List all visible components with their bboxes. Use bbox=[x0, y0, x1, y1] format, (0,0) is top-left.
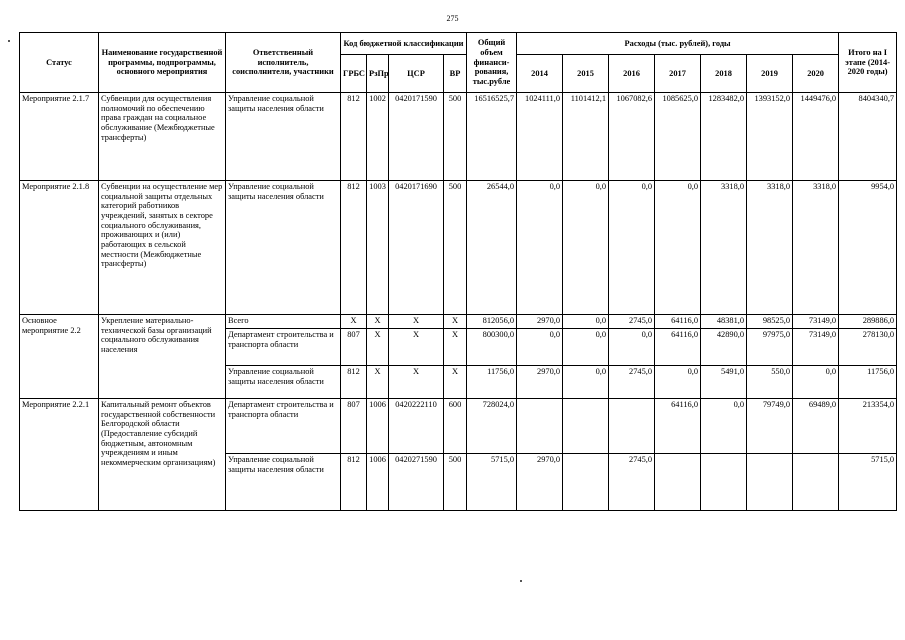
year-cell: 0,0 bbox=[563, 329, 609, 366]
year-cell bbox=[701, 454, 747, 511]
year-cell: 0,0 bbox=[563, 181, 609, 315]
status-cell: Мероприятие 2.1.8 bbox=[20, 181, 99, 315]
header-total-stage: Итого на I этапе (2014-2020 годы) bbox=[839, 33, 897, 93]
budget-table bbox=[19, 32, 897, 511]
year-cell: 2745,0 bbox=[609, 454, 655, 511]
table-row bbox=[20, 315, 897, 329]
responsible-cell: Департамент строительства и транспорта области bbox=[226, 329, 341, 366]
stage-total-cell: 11756,0 bbox=[839, 366, 897, 399]
year-cell: 3318,0 bbox=[747, 181, 793, 315]
csr-cell: 0420171690 bbox=[389, 181, 444, 315]
grbs-cell: 812 bbox=[341, 93, 367, 181]
header-csr: ЦСР bbox=[389, 55, 444, 93]
total-cell: 812056,0 bbox=[467, 315, 517, 329]
year-cell: 3318,0 bbox=[793, 181, 839, 315]
year-cell: 0,0 bbox=[517, 181, 563, 315]
total-cell: 16516525,7 bbox=[467, 93, 517, 181]
csr-cell: Х bbox=[389, 329, 444, 366]
year-cell: 1024111,0 bbox=[517, 93, 563, 181]
year-cell: 0,0 bbox=[655, 181, 701, 315]
name-cell: Укрепление материально-технической базы организаций социального обслуживания населения bbox=[99, 315, 226, 399]
year-cell: 2745,0 bbox=[609, 366, 655, 399]
year-cell: 98525,0 bbox=[747, 315, 793, 329]
grbs-cell: 812 bbox=[341, 366, 367, 399]
vr-cell: 500 bbox=[444, 181, 467, 315]
vr-cell: Х bbox=[444, 315, 467, 329]
year-cell: 550,0 bbox=[747, 366, 793, 399]
year-cell: 3318,0 bbox=[701, 181, 747, 315]
stage-total-cell: 9954,0 bbox=[839, 181, 897, 315]
vr-cell: 600 bbox=[444, 399, 467, 454]
csr-cell: 0420171590 bbox=[389, 93, 444, 181]
stage-total-cell: 8404340,7 bbox=[839, 93, 897, 181]
header-year: 2016 bbox=[609, 55, 655, 93]
year-cell: 64116,0 bbox=[655, 329, 701, 366]
vr-cell: Х bbox=[444, 329, 467, 366]
stage-total-cell: 213354,0 bbox=[839, 399, 897, 454]
scan-speck bbox=[520, 580, 522, 582]
header-year: 2019 bbox=[747, 55, 793, 93]
year-cell: 1085625,0 bbox=[655, 93, 701, 181]
year-cell bbox=[747, 454, 793, 511]
responsible-cell: Управление социальной защиты населения области bbox=[226, 181, 341, 315]
header-year: 2018 bbox=[701, 55, 747, 93]
header-budget-code: Код бюджетной классификации bbox=[341, 33, 467, 55]
year-cell: 2745,0 bbox=[609, 315, 655, 329]
header-responsible: Ответственный исполнитель, соисполнители, участники bbox=[226, 33, 341, 93]
grbs-cell: 812 bbox=[341, 454, 367, 511]
header-total-volume: Общий объем финанси-рования, тыс.рубле bbox=[467, 33, 517, 93]
rzpr-cell: Х bbox=[367, 366, 389, 399]
header-year: 2014 bbox=[517, 55, 563, 93]
vr-cell: 500 bbox=[444, 454, 467, 511]
header-program-name: Наименование государственной программы, подпрограммы, основного мероприятия bbox=[99, 33, 226, 93]
year-cell bbox=[563, 454, 609, 511]
table-row bbox=[20, 399, 897, 454]
csr-cell: 0420271590 bbox=[389, 454, 444, 511]
year-cell: 0,0 bbox=[563, 315, 609, 329]
header-rzpr: РзПр bbox=[367, 55, 389, 93]
year-cell: 48381,0 bbox=[701, 315, 747, 329]
year-cell: 64116,0 bbox=[655, 315, 701, 329]
year-cell: 2970,0 bbox=[517, 315, 563, 329]
year-cell: 64116,0 bbox=[655, 399, 701, 454]
total-cell: 728024,0 bbox=[467, 399, 517, 454]
responsible-cell: Всего bbox=[226, 315, 341, 329]
rzpr-cell: 1002 bbox=[367, 93, 389, 181]
name-cell: Субвенции для осуществления полномочий по обеспечению права граждан на социальное обслуживание (Межбюджетные трансферты) bbox=[99, 93, 226, 181]
total-cell: 5715,0 bbox=[467, 454, 517, 511]
csr-cell: Х bbox=[389, 315, 444, 329]
stage-total-cell: 278130,0 bbox=[839, 329, 897, 366]
name-cell: Капитальный ремонт объектов государственной собственности Белгородской области (Предоставление субсидий бюджетным, автономным учреждениям и иным некоммерческим организациям) bbox=[99, 399, 226, 511]
table-row bbox=[20, 93, 897, 181]
header-year: 2020 bbox=[793, 55, 839, 93]
year-cell: 0,0 bbox=[563, 366, 609, 399]
responsible-cell: Управление социальной защиты населения области bbox=[226, 93, 341, 181]
page-number: 275 bbox=[446, 14, 459, 23]
year-cell: 0,0 bbox=[701, 399, 747, 454]
csr-cell: 0420222110 bbox=[389, 399, 444, 454]
total-cell: 26544,0 bbox=[467, 181, 517, 315]
year-cell: 5491,0 bbox=[701, 366, 747, 399]
rzpr-cell: Х bbox=[367, 315, 389, 329]
status-cell: Основное мероприятие 2.2 bbox=[20, 315, 99, 399]
header-vr: ВР bbox=[444, 55, 467, 93]
status-cell: Мероприятие 2.2.1 bbox=[20, 399, 99, 511]
year-cell: 1067082,6 bbox=[609, 93, 655, 181]
grbs-cell: 807 bbox=[341, 399, 367, 454]
year-cell: 73149,0 bbox=[793, 315, 839, 329]
stage-total-cell: 5715,0 bbox=[839, 454, 897, 511]
year-cell: 73149,0 bbox=[793, 329, 839, 366]
year-cell bbox=[655, 454, 701, 511]
year-cell bbox=[563, 399, 609, 454]
scan-speck bbox=[8, 40, 10, 42]
header-status: Статус bbox=[20, 33, 99, 93]
header-year: 2015 bbox=[563, 55, 609, 93]
header-row-1 bbox=[20, 33, 897, 55]
year-cell: 0,0 bbox=[793, 366, 839, 399]
year-cell bbox=[517, 399, 563, 454]
grbs-cell: Х bbox=[341, 315, 367, 329]
year-cell: 2970,0 bbox=[517, 454, 563, 511]
rzpr-cell: 1006 bbox=[367, 454, 389, 511]
status-cell: Мероприятие 2.1.7 bbox=[20, 93, 99, 181]
header-expenses: Расходы (тыс. рублей), годы bbox=[517, 33, 839, 55]
year-cell: 69489,0 bbox=[793, 399, 839, 454]
csr-cell: Х bbox=[389, 366, 444, 399]
total-cell: 800300,0 bbox=[467, 329, 517, 366]
year-cell: 0,0 bbox=[609, 181, 655, 315]
year-cell: 0,0 bbox=[655, 366, 701, 399]
rzpr-cell: 1003 bbox=[367, 181, 389, 315]
year-cell: 0,0 bbox=[609, 329, 655, 366]
total-cell: 11756,0 bbox=[467, 366, 517, 399]
rzpr-cell: Х bbox=[367, 329, 389, 366]
year-cell: 1283482,0 bbox=[701, 93, 747, 181]
grbs-cell: 807 bbox=[341, 329, 367, 366]
vr-cell: 500 bbox=[444, 93, 467, 181]
year-cell: 42890,0 bbox=[701, 329, 747, 366]
header-grbs: ГРБС bbox=[341, 55, 367, 93]
responsible-cell: Департамент строительства и транспорта области bbox=[226, 399, 341, 454]
year-cell: 97975,0 bbox=[747, 329, 793, 366]
table-row bbox=[20, 181, 897, 315]
name-cell: Субвенции на осуществление мер социальной защиты отдельных категорий работников учреждений, занятых в секторе социального обслуживания, проживающих и (или) работающих в сельской местности (Межбюджетные трансферты) bbox=[99, 181, 226, 315]
header-year: 2017 bbox=[655, 55, 701, 93]
year-cell bbox=[609, 399, 655, 454]
year-cell: 2970,0 bbox=[517, 366, 563, 399]
year-cell: 1101412,1 bbox=[563, 93, 609, 181]
vr-cell: Х bbox=[444, 366, 467, 399]
year-cell: 0,0 bbox=[517, 329, 563, 366]
year-cell: 79749,0 bbox=[747, 399, 793, 454]
responsible-cell: Управление социальной защиты населения области bbox=[226, 366, 341, 399]
responsible-cell: Управление социальной защиты населения области bbox=[226, 454, 341, 511]
rzpr-cell: 1006 bbox=[367, 399, 389, 454]
stage-total-cell: 289886,0 bbox=[839, 315, 897, 329]
year-cell: 1393152,0 bbox=[747, 93, 793, 181]
grbs-cell: 812 bbox=[341, 181, 367, 315]
year-cell: 1449476,0 bbox=[793, 93, 839, 181]
year-cell bbox=[793, 454, 839, 511]
